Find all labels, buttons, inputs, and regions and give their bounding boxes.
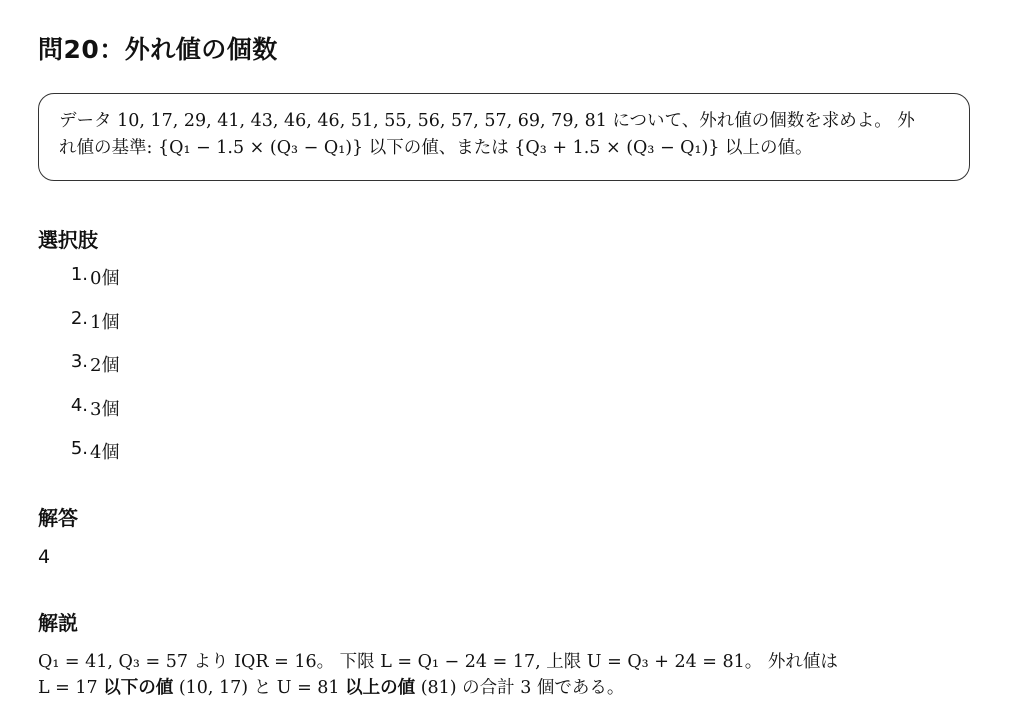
choice-label: 3個: [90, 398, 120, 420]
problem-line-1: データ 10, 17, 29, 41, 43, 46, 46, 51, 55, 56, 57, 57, 69, 79, 81 について、外れ値の個数を求めよ。 外: [59, 111, 915, 131]
choice-item: [38, 395, 119, 439]
choice-number: 2.: [70, 307, 88, 329]
answer-heading: 解答: [38, 506, 78, 530]
problem-line-2: れ値の基準: {Q₁ − 1.5 × (Q₃ − Q₁)} 以下の値、または {Q₃ + 1.5 × (Q₃ − Q₁)} 以上の値。: [59, 138, 813, 158]
choice-label: 1個: [90, 311, 120, 333]
problem-statement-box: [38, 93, 970, 181]
page-title: 問20：外れ値の個数: [38, 35, 278, 64]
choice-item: [38, 308, 119, 352]
choice-item: [38, 351, 119, 395]
choices-list: [38, 264, 119, 482]
explanation-text: [38, 649, 978, 701]
explanation-segment: (81) の合計 3 個である。: [415, 678, 625, 698]
choice-label: 0個: [90, 268, 120, 289]
choice-number: 1.: [70, 264, 88, 285]
choice-label: 4個: [90, 442, 120, 463]
choices-heading: 選択肢: [38, 228, 98, 252]
explanation-line-2: [38, 675, 978, 701]
choice-label: 2個: [90, 355, 120, 376]
explanation-bold-below: 以下の値: [103, 678, 174, 698]
explanation-heading: 解説: [38, 611, 78, 635]
choice-number: 5.: [70, 438, 88, 459]
choice-number: 4.: [70, 394, 88, 416]
answer-value: 4: [38, 546, 51, 568]
explanation-line-1: Q₁ = 41, Q₃ = 57 より IQR = 16。 下限 L = Q₁ − 24 = 17, 上限 U = Q₃ + 24 = 81。 外れ値は: [38, 652, 838, 672]
choice-item: [38, 264, 119, 308]
choice-number: 3.: [70, 351, 88, 372]
choice-item: [38, 438, 119, 482]
explanation-segment: (10, 17) と U = 81: [173, 678, 346, 698]
explanation-bold-above: 以上の値: [345, 678, 416, 698]
explanation-segment: L = 17: [38, 678, 104, 698]
